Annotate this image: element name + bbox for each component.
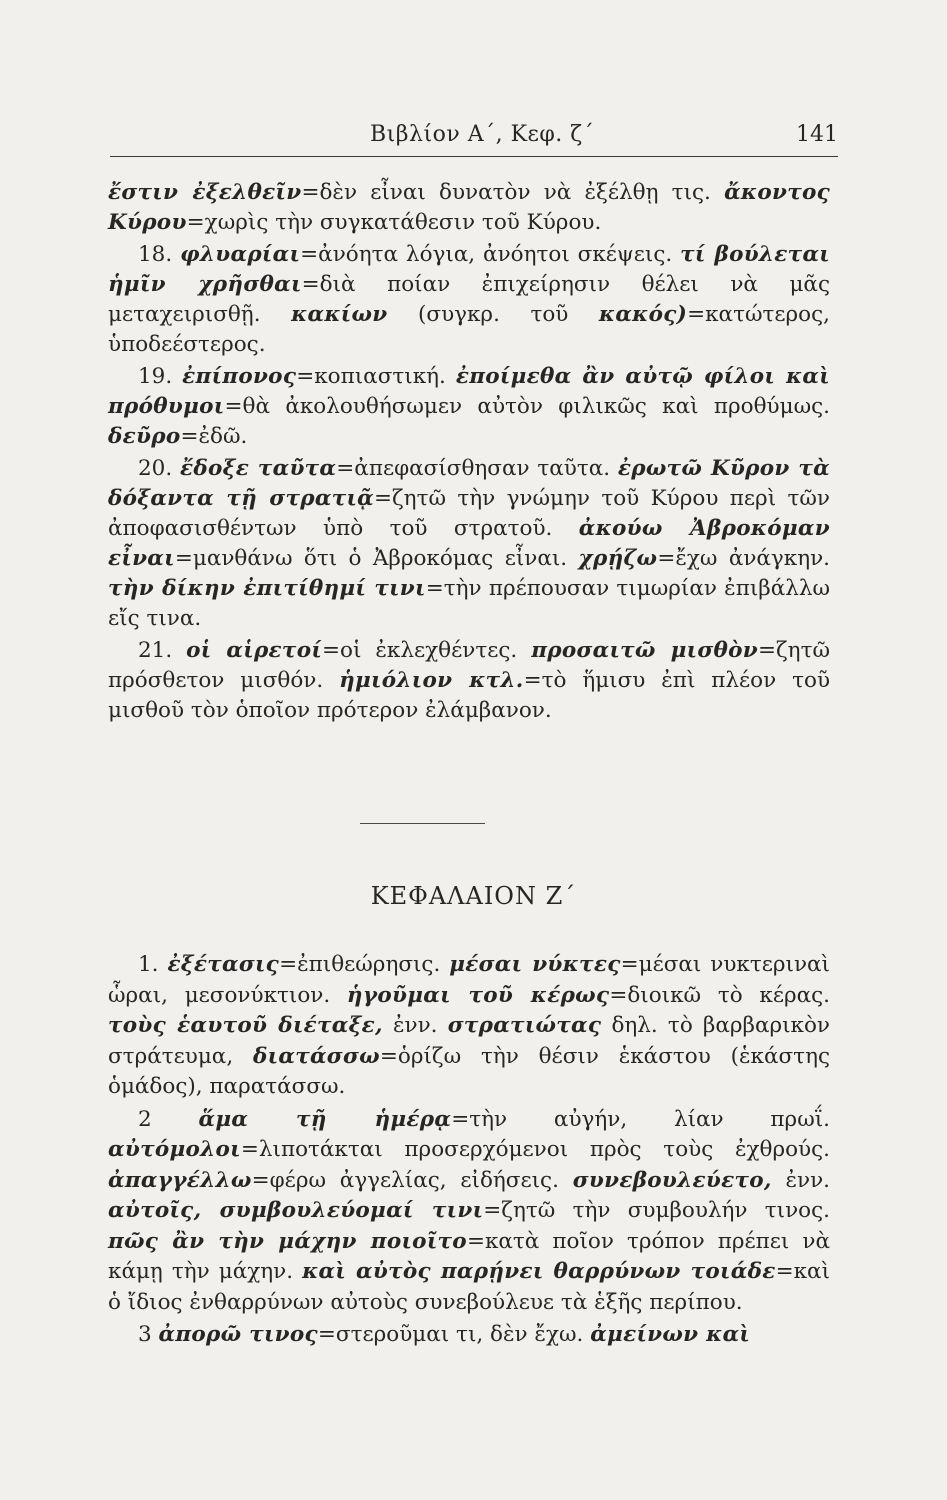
chapter-title: ΚΕΦΑΛΑΙΟΝ Ζ΄ [370,882,577,910]
gloss-paragraph-19 [108,362,830,452]
gloss-term: ἀπορῶ τινος [158,1322,318,1347]
gloss-definition: =διοικῶ τὸ κέρας. [609,982,830,1008]
gloss-paragraph-2 [108,1105,830,1319]
gloss-definition: 2 [138,1106,199,1132]
gloss-term: χρῄζω [578,546,658,571]
gloss-definition: 19. [138,364,183,389]
gloss-term: ἡμιόλιον κτλ. [339,668,524,693]
gloss-term: συνεβουλεύετο, [572,1167,772,1193]
gloss-paragraph-21 [108,636,830,726]
gloss-term: διατάσσω [253,1043,380,1069]
gloss-definition: =ἀνόητα λόγια, ἀνόητοι σκέψεις. [300,242,681,267]
gloss-term: δεῦρο [108,424,181,449]
gloss-term: τοὺς ἑαυτοῦ διέταξε, [108,1013,383,1038]
gloss-definition: 1. [138,952,168,977]
gloss-definition: =ἐδῶ. [180,424,248,449]
gloss-definition: 3 [138,1322,159,1347]
gloss-paragraph-3 [108,1320,830,1351]
gloss-term: αὐτόμολοι [108,1137,241,1162]
gloss-term: στρατιώτας [447,1013,602,1038]
gloss-term: τὴν δίκην ἐπιτίθημί τινι [108,576,426,601]
gloss-paragraph-20 [108,454,830,634]
page-header [110,118,838,157]
running-title: Βιβλίον Α΄, Κεφ. ζ΄ [370,122,595,147]
gloss-definition: =καὶ ὁ ἴδιος ἐνθαρρύνων αὐτοὺς συνεβούλευε τὰ ἑξῆς περίπου. [108,1259,830,1315]
gloss-term: προσαιτῶ μισθὸν [531,638,759,663]
gloss-term: κακός) [598,302,688,327]
gloss-definition: (συγκρ. τοῦ [387,302,599,327]
gloss-term: καὶ αὐτὸς παρῄνει θαρρύνων τοιάδε [302,1259,776,1284]
gloss-definition: =ζητῶ πρόσθετον μισθόν. [108,638,830,693]
gloss-term: πῶς ἂν τὴν μάχην ποιοῖτο [108,1228,467,1254]
gloss-term: ἀκούω Ἀβροκόμαν εἶναι [108,516,830,571]
gloss-term: κακίων [291,302,388,327]
gloss-definition: =ἐπιθεώρησις. [279,952,450,977]
gloss-definition: =δὲν εἶναι δυνατὸν νὰ ἐξέλθῃ τις. [301,180,725,205]
gloss-definition: 20. [138,456,181,481]
gloss-term: ἐξέτασις [167,952,280,977]
gloss-definition: ἐνν. [382,1013,448,1038]
gloss-definition: ἐνν. [771,1167,830,1193]
gloss-paragraph-1 [108,950,830,1103]
gloss-term: ἐρωτῶ Κῦρον τὰ δόξαντα τῇ στρατιᾷ [108,456,830,511]
gloss-term: ἐπίπονος [182,364,297,389]
gloss-definition: =ὁρίζω τὴν θέσιν ἑκάστου (ἑκάστης ὁμάδος), παρατάσσω. [108,1043,830,1099]
gloss-term: μέσαι νύκτες [449,952,621,977]
gloss-term: οἱ αἱρετοί [186,638,323,663]
gloss-definition: 18. [138,242,181,267]
gloss-definition: =μέσαι νυκτεριναὶ ὧραι, μεσονύκτιον. [108,952,830,1008]
gloss-term: αὐτοῖς, συμβουλεύομαί τινι [108,1198,484,1223]
gloss-definition: =ζητῶ τὴν συμβουλήν τινος. [483,1198,830,1223]
gloss-definition: =τὴν πρέπουσαν τιμωρίαν ἐπιβάλλω εἴς τινα. [108,576,830,631]
gloss-term: ἀπαγγέλλω [108,1167,252,1193]
gloss-term: ἅμα τῇ ἡμέρᾳ [198,1106,452,1132]
gloss-term: ἡγοῦμαι τοῦ κέρως [346,982,610,1008]
gloss-definition: =κοπιαστική. [296,364,456,389]
gloss-definition: =ζητῶ τὴν γνώμην τοῦ Κύρου περὶ τῶν ἀποφασισθέντων ὑπὸ τοῦ στρατοῦ. [108,486,830,541]
gloss-definition: =κατὰ ποῖον τρόπον πρέπει νὰ κάμῃ τὴν μάχην. [108,1228,831,1284]
gloss-term: ἔστιν ἐξελθεῖν [108,180,302,205]
gloss-definition: δηλ. τὸ βαρβαρικὸν στράτευμα, [108,1013,830,1069]
gloss-term: ἐποίμεθα ἂν αὐτῷ φίλοι καὶ πρόθυμοι [108,364,830,419]
gloss-definition: =τὸ ἥμισυ ἐπὶ πλέον τοῦ μισθοῦ τὸν ὁποῖον πρότερον ἐλάμβανον. [108,668,831,723]
gloss-term: τί βούλεται ἡμῖν χρῆσθαι [108,242,830,297]
glossary-section-previous-chapter [108,178,830,726]
gloss-definition: 21. [138,638,187,663]
gloss-term: ἔδοξε ταῦτα [180,456,337,481]
gloss-paragraph [108,178,830,238]
gloss-definition: =οἱ ἐκλεχθέντες. [322,638,532,663]
gloss-definition: =τὴν αὐγήν, λίαν πρωΐ. [451,1106,830,1132]
gloss-definition: =λιποτάκται προσερχόμενοι πρὸς τοὺς ἐχθρούς. [240,1137,830,1162]
gloss-definition: =κατώτερος, ὑποδεέστερος. [108,302,830,357]
gloss-definition: =διὰ ποίαν ἐπιχείρησιν θέλει νὰ μᾶς μεταχειρισθῇ. [108,272,830,327]
glossary-section-chapter-7 [108,950,830,1351]
gloss-definition: =ἀπεφασίσθησαν ταῦτα. [336,456,618,481]
gloss-definition: =θὰ ἀκολουθήσωμεν αὐτὸν φιλικῶς καὶ προθύμως. [224,394,830,419]
gloss-definition: =χωρὶς τὴν συγκατάθεσιν τοῦ Κύρου. [186,210,602,235]
gloss-definition: =φέρω ἀγγελίας, εἰδήσεις. [251,1167,573,1193]
gloss-definition: =στεροῦμαι τι, δὲν ἔχω. [317,1322,591,1347]
section-divider [360,823,485,824]
gloss-term: ἀμείνων καὶ [590,1322,751,1347]
gloss-paragraph-18 [108,240,830,360]
gloss-term: ἄκοντος Κύρου [108,180,830,235]
gloss-definition: =μανθάνω ὅτι ὁ Ἀβροκόμας εἶναι. [174,546,579,571]
page-number: 141 [796,122,838,147]
gloss-definition: =ἔχω ἀνάγκην. [657,546,830,571]
gloss-term: φλυαρίαι [180,242,301,267]
